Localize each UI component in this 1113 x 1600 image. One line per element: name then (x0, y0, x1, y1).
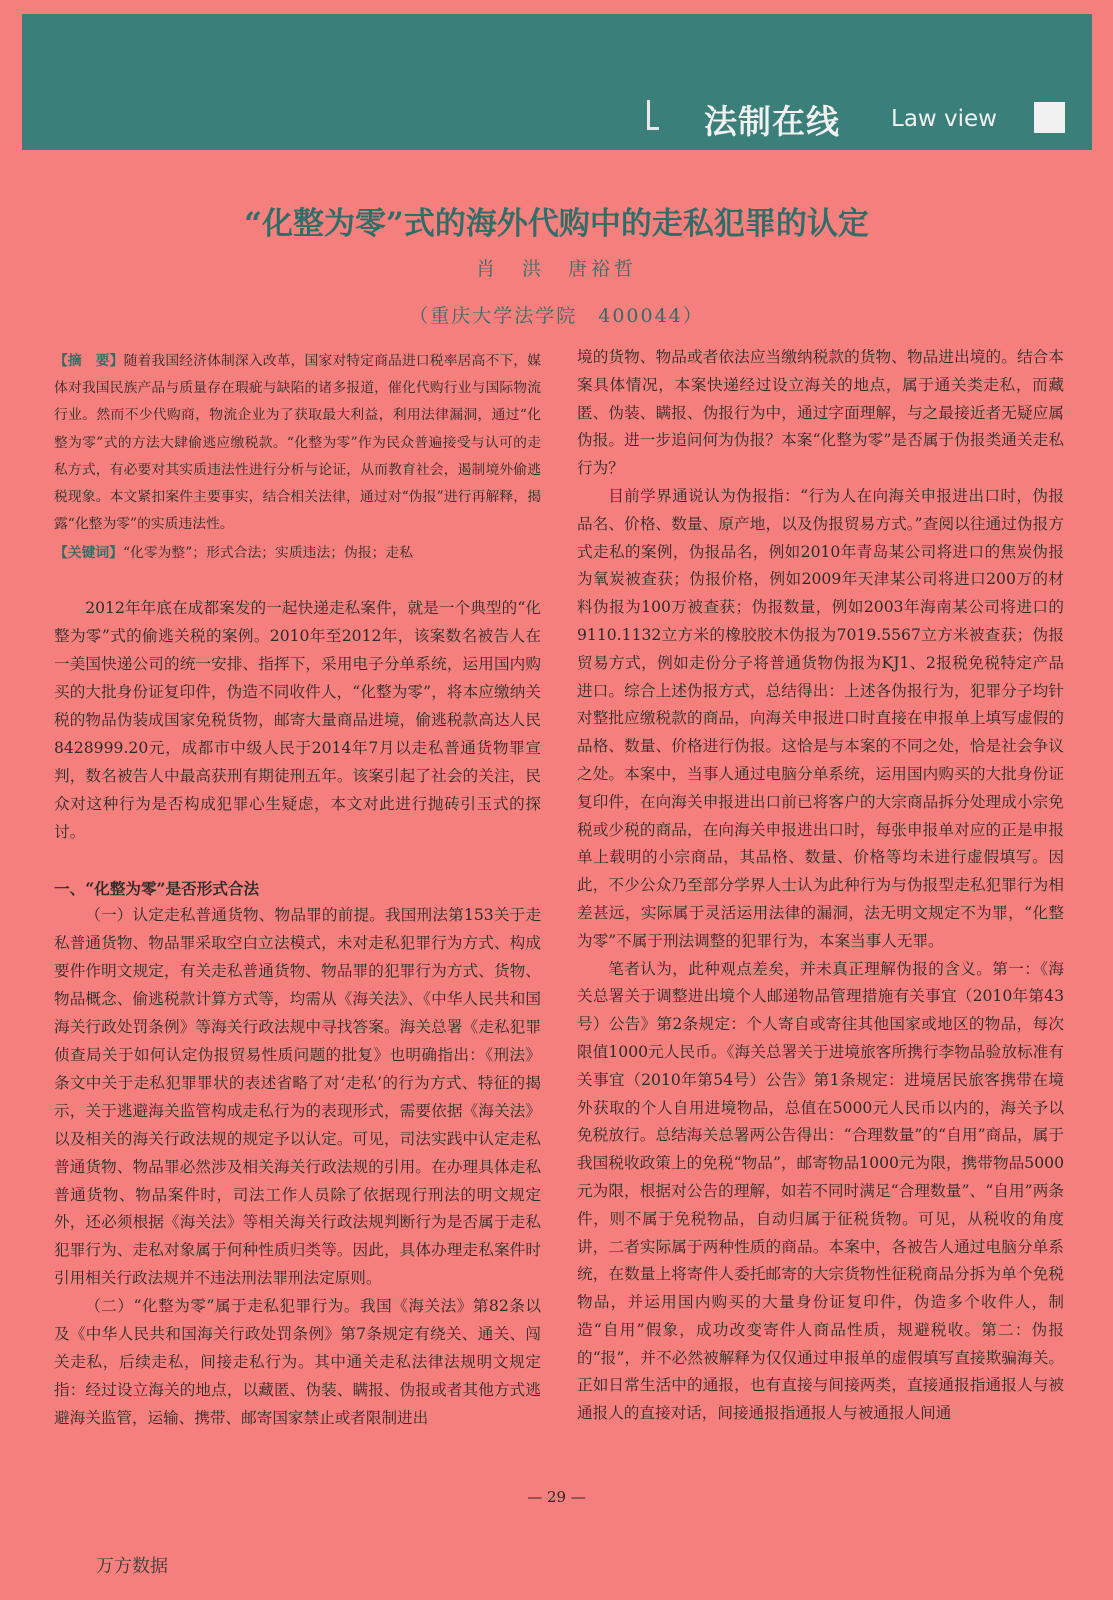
abstract-label: 【摘 要】 (54, 353, 124, 369)
keywords-text: “化零为整”；形式合法；实质违法；伪报；走私 (122, 545, 414, 562)
watermark: 万方数据 (96, 1556, 168, 1577)
body-paragraph: 目前学界通说认为伪报指：“行为人在向海关申报进出口时，伪报品名、价格、数量、原产地，以及伪报贸易方式。”查阅以往通过伪报方式走私的案例，伪报品名，例如2010年青岛某公司将进口的焦炭伪报为氧炭被查获；伪报价格，例如2009年天津某公司将进口200万的材料伪报为100万被查获；伪报数量，例如2003年海南某公司将进口的9110.1132立方米的橡胶胶木伪报为7019.5567立方米被查获；伪报贸易方式，例如走份分子将普通货物伪报为KJ1、2报税免税特定产品进口。综合上述伪报方式，总结得出：上述各伪报行为，犯罪分子均针对整批应缴税款的商品，向海关申报进口时直接在申报单上填写虚假的品格、数量、价格进行伪报。这恰是与本案的不同之处，恰是社会争议之处。本案中，当事人通过电脑分单系统，运用国内购买的大批身份证复印件，在向海关申报进出口前已将客户的大宗商品拆分处理成小宗免税或少税的商品，在向海关申报进出口时，每张申报单对应的正是申报单上载明的小宗商品，其品格、数量、价格等均未进行虚假填写。因此，不少公众乃至部分学界人士认为此种行为与伪报型走私犯罪行为相差甚远，实际属于灵活运用法律的漏洞，法无明文规定不为罪，“化整为零”不属于刑法调整的犯罪行为，本案当事人无罪。 (577, 486, 1064, 950)
right-column (577, 344, 1064, 1428)
left-column (54, 348, 541, 1433)
body-paragraph: （二）“化整为零”属于走私犯罪行为。我国《海关法》第82条以及《中华人民共和国海关行政处罚条例》第7条规定有绕关、通关、闯关走私，后续走私，间接走私行为。其中通关走私法律法规明文规定指：经过设立海关的地点，以藏匿、伪装、瞒报、伪报或者其他方式逃避海关监管，运输、携带、邮寄国家禁止或者限制进出 (54, 1297, 541, 1427)
body-paragraph: 笔者认为，此种观点差矣，并未真正理解伪报的含义。第一：《海关总署关于调整进出境个人邮递物品管理措施有关事宜（2010年第43号）公告》第2条规定：个人寄自或寄往其他国家或地区的物品，每次限值1000元人民币。《海关总署关于进境旅客所携行李物品验放标准有关事宜（2010年第54号）公告》第1条规定：进境居民旅客携带在境外获取的个人自用进境物品，总值在5000元人民币以内的，海关予以免税放行。总结海关总署两公告得出：“合理数量”的“自用”商品，属于我国税收政策上的免税“物品”，邮寄物品1000元为限，携带物品5000元为限，根据对公告的理解，如若不同时满足“合理数量”、“自用”两条件，则不属于免税物品，自动归属于征税货物。可见，从税收的角度讲，二者实际属于两种性质的商品。本案中，各被告人通过电脑分单系统，在数量上将寄件人委托邮寄的大宗货物性征税商品分拆为单个免税物品，并运用国内购买的大量身份证复印件，伪造多个收件人，制造“自用”假象，成功改变寄件人商品性质，规避税收。第二：伪报的“报”，并不必然被解释为仅仅通过申报单的虚假填写直接欺骗海关。正如日常生活中的通报，也有直接与间接两类，直接通报指通报人与被通报人的直接对话，间接通报指通报人与被通报人间通 (577, 959, 1064, 1423)
section-title-cn: 法制在线 (704, 102, 840, 141)
square-icon (1034, 102, 1065, 133)
keywords-label: 【关键词】 (54, 545, 123, 562)
article-affiliation: （重庆大学法学院 400044） (409, 305, 704, 327)
bracket-mark-foot (647, 127, 659, 130)
abstract (54, 348, 541, 538)
page-number: — 29 — (527, 1488, 586, 1506)
body-paragraph: （一）认定走私普通货物、物品罪的前提。我国刑法第153关于走私普通货物、物品罪采取空白立法模式，未对走私犯罪行为方式、构成要件作明文规定，有关走私普通货物、物品罪的犯罪行为方式、货物、物品概念、偷逃税款计算方式等，均需从《海关法》、《中华人民共和国海关行政处罚条例》等海关行政法规中寻找答案。海关总署《走私犯罪侦查局关于如何认定伪报贸易性质问题的批复》也明确指出：《刑法》条文中关于走私犯罪罪状的表述省略了对‘走私’的行为方式、特征的揭示，关于逃避海关监管构成走私行为的表现形式，需要依据《海关法》以及相关的海关行政法规的规定予以认定。可见，司法实践中认定走私普通货物、物品罪必然涉及相关海关行政法规的引用。在办理具体走私普通货物、物品案件时，司法工作人员除了依据现行刑法的明文规定外，还必须根据《海关法》等相关海关行政法规判断行为是否属于走私犯罪行为、走私对象属于何种性质归类等。因此，具体办理走私案件时引用相关行政法规并不违法刑法罪刑法定原则。 (54, 906, 541, 1288)
abstract-text: 随着我国经济体制深入改革，国家对特定商品进口税率居高不下，媒体对我国民族产品与质量存在瑕疵与缺陷的诸多报道，催化代购行业与国际物流行业。然而不少代购商，物流企业为了获取最大利益，利用法律漏洞，通过“化整为零”式的方法大肆偷逃应缴税款。“化整为零”作为民众普遍接受与认可的走私方式，有必要对其实质违法性进行分析与论证，从而教育社会，遏制境外偷逃税现象。本文紧扣案件主要事实，结合相关法律，通过对“伪报”进行再解释，揭露“化整为零”的实质违法性。 (54, 353, 542, 533)
body-paragraph: 境的货物、物品或者依法应当缴纳税款的货物、物品进出境的。结合本案具体情况，本案快递经过设立海关的地点，属于通关类走私，而藏匿、伪装、瞒报、伪报行为中，通过字面理解，与之最接近者无疑应属伪报。进一步追问何为伪报？本案“化整为零”是否属于伪报类通关走私行为？ (577, 348, 1064, 478)
article-title: “化整为零”式的海外代购中的走私犯罪的认定 (244, 206, 869, 242)
bracket-mark (647, 100, 650, 130)
section-title-en: Law view (891, 106, 997, 132)
intro-paragraph: 2012年年底在成都案发的一起快递走私案件，就是一个典型的“化整为零”式的偷逃关税的案例。2010年至2012年，该案数名被告人在一美国快递公司的统一安排、指挥下，采用电子分单系统，运用国内购买的大批身份证复印件，伪造不同收件人，“化整为零”，将本应缴纳关税的物品伪装成国家免税货物，邮寄大量商品进境，偷逃税款高达人民8428999.20元，成都市中级人民于2014年7月以走私普通货物罪宣判，数名被告人中最高获刑有期徒刑五年。该案引起了社会的关注，民众对这种行为是否构成犯罪心生疑虑，本文对此进行抛砖引玉式的探讨。 (54, 599, 541, 841)
article-authors: 肖 洪 唐裕哲 (475, 258, 637, 280)
section-heading: 一、“化整为零”是否形式合法 (54, 878, 260, 898)
keywords (54, 540, 541, 567)
